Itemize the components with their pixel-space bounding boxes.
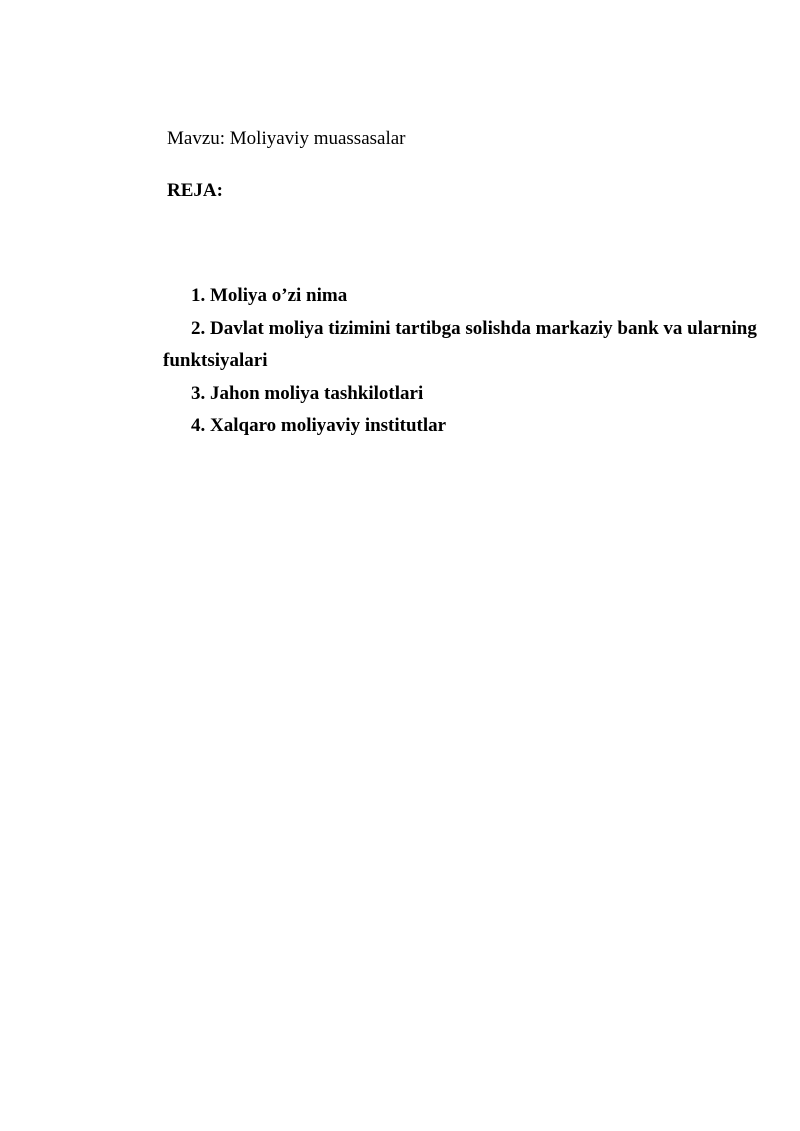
plan-item-3: 3. Jahon moliya tashkilotlari	[191, 382, 424, 404]
document-topic: Mavzu: Moliyaviy muassasalar	[167, 128, 406, 149]
plan-heading: REJA:	[167, 180, 223, 201]
plan-list	[163, 280, 763, 443]
plan-item-2: 2. Davlat moliya tizimini tartibga solishda markaziy bank va ularning funktsiyalari	[163, 317, 757, 371]
plan-item-4: 4. Xalqaro moliyaviy institutlar	[191, 415, 447, 436]
plan-item-1: 1. Moliya o’zi nima	[191, 285, 348, 306]
